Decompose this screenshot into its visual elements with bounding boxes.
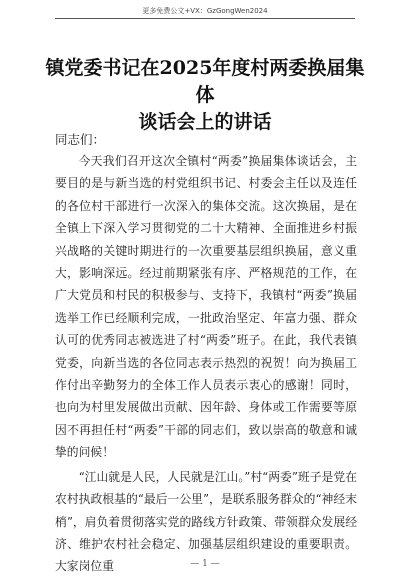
page-number: — 1 — xyxy=(190,559,220,569)
document-body xyxy=(55,150,357,578)
title-line-1: 镇党委书记在2025年度村两委换届集体 xyxy=(45,57,365,106)
salutation: 同志们： xyxy=(55,132,106,147)
header-note: 更多免费公文+VX：GzGongWen2024 xyxy=(142,7,268,15)
title-line-2: 谈话会上的讲话 xyxy=(138,111,272,133)
document-title xyxy=(45,55,365,136)
body-paragraph-1: 今天我们召开这次全镇村“两委”换届集体谈话会，主要目的是与新当选的村党组织书记、村委会主任以及连任的各位村干部进行一次深入的集体交流。这次换届，是在全镇上下深入学习贯彻党的二十大精神、全面推进乡村振兴战略的关键时期进行的一次重要基层组织换届，意义重大，影响深远。经过前期紧张有序、严格规范的工作，在广大党员和村民的积极参与、支持下，我镇村“两委”换届选举工作已经顺利完成，一批政治坚定、年富力强、群众认可的优秀同志被选进了村“两委”班子。在此，我代表镇党委，向新当选的各位同志表示热烈的祝贺！向为换届工作付出辛勤努力的全体工作人员表示衷心的感谢！同时，也向为村里发展做出贡献、因年龄、身体或工作需要等原因不再担任村“两委”干部的同志们，致以崇高的敬意和诚挚的问候！ xyxy=(55,154,357,460)
body-paragraph-2: “江山就是人民，人民就是江山。”村“两委”班子是党在农村执政根基的“最后一公里”，是联系服务群众的“神经末梢”，肩负着贯彻落实党的路线方针政策、带领群众发展经济、维护农村社会稳定、加强基层组织建设的重要职责。大家岗位重 xyxy=(55,469,357,574)
header-divider xyxy=(55,18,355,19)
